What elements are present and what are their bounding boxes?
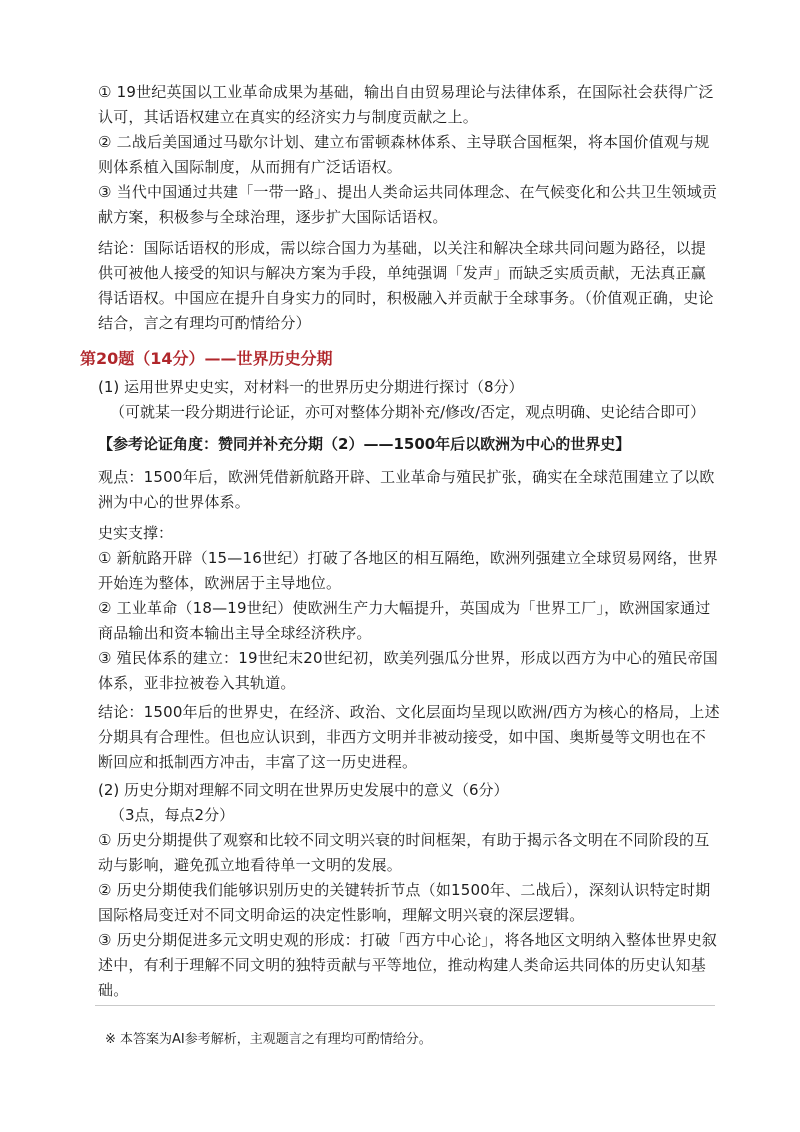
conclusion-paragraph: 结论：国际话语权的形成，需以综合国力为基础，以关注和解决全球共同问题为路径，以提供可被他人接受的知识与解决方案为手段，单纯强调「发声」而缺乏实质贡献，无法真正赢得话语权。中国应在提升自身实力的同时，积极融入并贡献于全球事务。（价值观正确，史论结合，言之有理均可酌情给分） [98,239,714,332]
paragraph-britain: ① 19世纪英国以工业革命成果为基础，输出自由贸易理论与法律体系，在国际社会获得广泛认可，其话语权建立在真实的经济实力与制度贡献之上。 [98,83,714,126]
part2-note: （3点，每点2分） [110,806,235,824]
part1-conclusion: 结论：1500年后的世界史，在经济、政治、文化层面均呈现以欧洲/西方为核心的格局，上述分期具有合理性。但也应认识到，非西方文明并非被动接受，如中国、奥斯曼等文明也在不断回应和抵制西方冲击，丰富了这一历史进程。 [98,703,720,771]
part2-title: (2) 历史分期对理解不同文明在世界历史发展中的意义（6分） [98,781,509,799]
paragraph-china: ③ 当代中国通过共建「一带一路」、提出人类命运共同体理念、在气候变化和公共卫生领域贡献方案，积极参与全球治理，逐步扩大国际话语权。 [98,183,718,226]
support-item-1: ① 新航路开辟（15—16世纪）打破了各地区的相互隔绝，欧洲列强建立全球贸易网络，世界开始连为整体，欧洲居于主导地位。 [98,549,718,592]
viewpoint-paragraph: 观点：1500年后，欧洲凭借新航路开辟、工业革命与殖民扩张，确实在全球范围建立了以欧洲为中心的世界体系。 [98,468,715,511]
paragraph-usa: ② 二战后美国通过马歇尔计划、建立布雷顿森林体系、主导联合国框架，将本国价值观与规则体系植入国际制度，从而拥有广泛话语权。 [98,133,710,176]
support-item-2: ② 工业革命（18—19世纪）使欧洲生产力大幅提升，英国成为「世界工厂」，欧洲国家通过商品输出和资本输出主导全球经济秩序。 [98,599,711,642]
footnote: ※ 本答案为AI参考解析，主观题言之有理均可酌情给分。 [105,1032,432,1047]
part1-title: (1) 运用世界史史实，对材料一的世界历史分期进行探讨（8分） [98,378,524,396]
meaning-item-2: ② 历史分期使我们能够识别历史的关键转折节点（如1500年、二战后），深刻认识特定时期国际格局变迁对不同文明命运的决定性影响，理解文明兴衰的深层逻辑。 [98,881,711,924]
support-title: 史实支撑： [98,524,174,542]
reference-angle: 【参考论证角度：赞同并补充分期（2）——1500年后以欧洲为中心的世界史】 [98,435,631,453]
support-item-3: ③ 殖民体系的建立：19世纪末20世纪初，欧美列强瓜分世界，形成以西方为中心的殖民帝国体系，亚非拉被卷入其轨道。 [98,649,718,692]
question-heading: 第20题（14分）——世界历史分期 [80,349,333,368]
divider [95,1005,715,1006]
part1-note: （可就某一段分期进行论证，亦可对整体分期补充/修改/否定，观点明确、史论结合即可） [110,403,706,421]
meaning-item-3: ③ 历史分期促进多元文明史观的形成：打破「西方中心论」，将各地区文明纳入整体世界史叙述中，有利于理解不同文明的独特贡献与平等地位，推动构建人类命运共同体的历史认知基础。 [98,931,718,999]
meaning-item-1: ① 历史分期提供了观察和比较不同文明兴衰的时间框架，有助于揭示各文明在不同阶段的互动与影响，避免孤立地看待单一文明的发展。 [98,831,710,874]
